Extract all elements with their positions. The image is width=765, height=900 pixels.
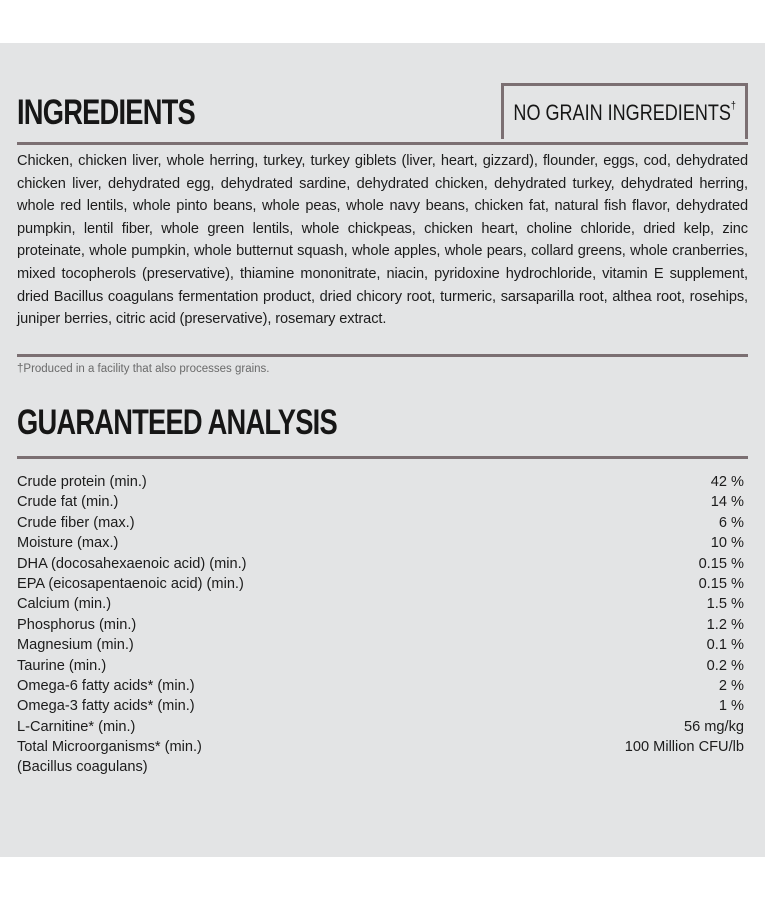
- row-label: Total Microorganisms* (min.): [17, 739, 202, 756]
- ingredients-footnote: †Produced in a facility that also processes grains.: [17, 363, 270, 375]
- row-value: 6 %: [718, 514, 744, 531]
- table-row: [17, 533, 744, 553]
- no-grain-badge: [501, 83, 748, 139]
- divider: [17, 354, 748, 357]
- row-label: Taurine (min.): [17, 657, 107, 674]
- row-value: 56 mg/kg: [683, 718, 744, 735]
- row-label: Phosphorus (min.): [17, 616, 137, 633]
- row-value: 10 %: [710, 535, 744, 552]
- row-label: Crude fat (min.): [17, 494, 119, 511]
- row-label: Crude fiber (max.): [17, 514, 135, 531]
- row-label: Omega-3 fatty acids* (min.): [17, 698, 195, 715]
- table-row: [17, 737, 744, 757]
- row-value: 100 Million CFU/lb: [624, 739, 744, 756]
- row-value: 1.5 %: [706, 596, 744, 613]
- row-value: 42 %: [710, 474, 744, 490]
- ingredients-header: [17, 83, 748, 145]
- table-row: [17, 635, 744, 655]
- row-value: 2 %: [718, 677, 744, 694]
- row-label: Magnesium (min.): [17, 637, 134, 654]
- table-row: [17, 696, 744, 716]
- analysis-table: [17, 472, 744, 778]
- row-label: Calcium (min.): [17, 596, 112, 613]
- row-note: (Bacillus coagulans): [17, 759, 148, 776]
- row-label: EPA (eicosapentaenoic acid) (min.): [17, 575, 244, 592]
- row-value: 1 %: [718, 698, 744, 715]
- nutrition-panel: [0, 43, 765, 857]
- table-row: [17, 676, 744, 696]
- row-label: Omega-6 fatty acids* (min.): [17, 677, 195, 694]
- table-row: [17, 492, 744, 512]
- table-row: [17, 554, 744, 574]
- row-value: 0.2 %: [706, 657, 744, 674]
- ingredients-list: Chicken, chicken liver, whole herring, turkey, turkey giblets (liver, heart, gizzard), flounder, eggs, cod, dehydrated chicken liver, dehydrated egg, dehydrated sardine, dehydrated chicken, dehydrated turkey, dehydrated herring, whole red lentils, whole pinto beans, whole peas, whole navy beans, chicken fat, natural fish flavor, dehydrated pumpkin, lentil fiber, whole green lentils, whole chickpeas, chicken heart, choline chloride, dried kelp, zinc proteinate, whole pumpkin, whole butternut squash, whole apples, whole pears, collard greens, whole cranberries, mixed tocopherols (preservative), thiamine mononitrate, niacin, pyridoxine hydrochloride, vitamin E supplement, dried Bacillus coagulans fermentation product, dried chicory root, turmeric, sarsaparilla root, althea root, rosehips, juniper berries, citric acid (preservative), rosemary extract.: [17, 153, 748, 328]
- table-row: [17, 615, 744, 635]
- row-label: Crude protein (min.): [17, 474, 147, 490]
- row-label: Moisture (max.): [17, 535, 119, 552]
- table-row: [17, 472, 744, 492]
- row-value: 0.15 %: [698, 555, 744, 572]
- row-value: 14 %: [710, 494, 744, 511]
- row-value: 1.2 %: [706, 616, 744, 633]
- table-row: [17, 574, 744, 594]
- table-row: [17, 717, 744, 737]
- analysis-title: GUARANTEED ANALYSIS: [17, 403, 337, 442]
- table-row: [17, 656, 744, 676]
- table-row: [17, 594, 744, 614]
- ingredients-title: INGREDIENTS: [17, 93, 195, 132]
- row-value: 0.1 %: [706, 637, 744, 654]
- row-label: DHA (docosahexaenoic acid) (min.): [17, 555, 247, 572]
- dagger-mark: †: [730, 100, 736, 113]
- no-grain-label: NO GRAIN INGREDIENTS†: [513, 99, 736, 125]
- row-label: L-Carnitine* (min.): [17, 718, 136, 735]
- table-row: [17, 513, 744, 533]
- divider: [17, 456, 748, 459]
- row-value: 0.15 %: [698, 575, 744, 592]
